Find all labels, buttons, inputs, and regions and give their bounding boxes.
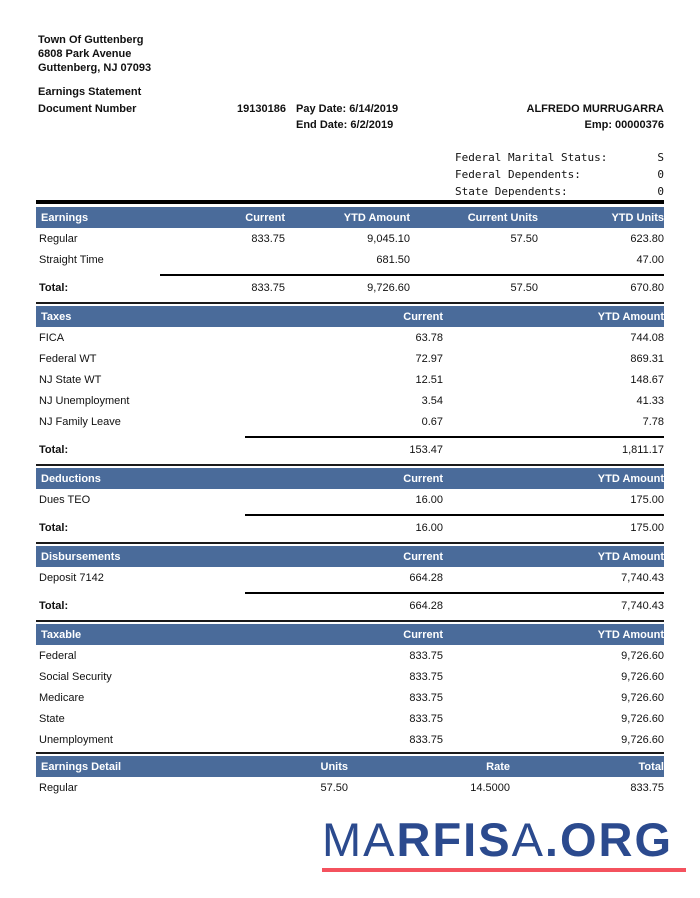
tax-status-row xyxy=(455,166,664,183)
column-header: Current xyxy=(403,310,443,323)
cell-value: 833.75 xyxy=(630,781,664,794)
tax-status-label: Federal Marital Status: xyxy=(455,151,608,164)
table-section-disbursements xyxy=(36,542,664,618)
cell-value: 41.33 xyxy=(636,394,664,407)
logo-segment: MA xyxy=(322,813,397,866)
table-section-taxes xyxy=(36,302,664,462)
company-address-block xyxy=(38,33,151,75)
total-label: Total: xyxy=(39,282,69,294)
row-label: Deposit 7142 xyxy=(39,571,104,584)
tax-status-row xyxy=(455,149,664,166)
table-row xyxy=(36,390,664,411)
table-header-bar xyxy=(36,756,664,777)
row-label: Social Security xyxy=(39,670,112,683)
column-header: YTD Units xyxy=(611,211,664,224)
row-label: Dues TEO xyxy=(39,493,91,506)
table-row xyxy=(36,729,664,750)
total-value: 9,726.60 xyxy=(367,282,410,294)
column-header: YTD Amount xyxy=(343,211,410,224)
total-value: 833.75 xyxy=(251,282,285,294)
table-section-taxable xyxy=(36,620,664,750)
total-label: Total: xyxy=(39,444,69,456)
table-row xyxy=(36,666,664,687)
table-title: Earnings Detail xyxy=(41,760,122,773)
total-value: 16.00 xyxy=(415,522,443,534)
total-value: 670.80 xyxy=(630,282,664,294)
table-topline-rule xyxy=(36,302,664,304)
total-value: 664.28 xyxy=(409,600,443,612)
total-value: 175.00 xyxy=(630,522,664,534)
cell-value: 9,726.60 xyxy=(621,670,664,683)
logo-text xyxy=(322,814,686,866)
tax-status-value: S xyxy=(657,151,664,164)
tax-status-label: State Dependents: xyxy=(455,185,568,198)
total-label: Total: xyxy=(39,522,69,534)
cell-value: 9,726.60 xyxy=(621,691,664,704)
cell-value: 16.00 xyxy=(415,493,443,506)
cell-value: 63.78 xyxy=(415,331,443,344)
cell-value: 57.50 xyxy=(510,232,538,245)
total-row xyxy=(36,438,664,462)
table-row xyxy=(36,327,664,348)
tax-status-value: 0 xyxy=(657,185,664,198)
row-label: NJ Family Leave xyxy=(39,415,121,428)
cell-value: 14.5000 xyxy=(470,781,510,794)
row-label: Regular xyxy=(39,781,78,794)
table-title: Deductions xyxy=(41,472,101,485)
tax-status-label: Federal Dependents: xyxy=(455,168,581,181)
cell-value: 744.08 xyxy=(630,331,664,344)
row-label: NJ State WT xyxy=(39,373,102,386)
column-header: YTD Amount xyxy=(597,550,664,563)
cell-value: 148.67 xyxy=(630,373,664,386)
total-row xyxy=(36,516,664,540)
cell-value: 869.31 xyxy=(630,352,664,365)
table-title: Taxable xyxy=(41,628,82,641)
company-address-line2: Guttenberg, NJ 07093 xyxy=(38,62,152,74)
cell-value: 833.75 xyxy=(251,232,285,245)
table-topline-rule xyxy=(36,620,664,622)
cell-value: 47.00 xyxy=(636,253,664,266)
logo-segment: RFIS xyxy=(396,813,512,866)
table-row xyxy=(36,645,664,666)
table-topline-rule xyxy=(36,464,664,466)
section-separator-rule xyxy=(36,200,664,204)
column-header: Rate xyxy=(486,760,510,773)
row-label: NJ Unemployment xyxy=(39,394,130,407)
table-topline-rule xyxy=(36,752,664,754)
footer-logo xyxy=(322,814,686,872)
table-title: Earnings xyxy=(41,211,89,224)
table-row xyxy=(36,489,664,510)
table-title: Taxes xyxy=(41,310,72,323)
document-number-value: 19130186 xyxy=(237,103,286,115)
cell-value: 833.75 xyxy=(409,649,443,662)
row-label: Medicare xyxy=(39,691,85,704)
column-header: YTD Amount xyxy=(597,472,664,485)
table-section-earnings_detail xyxy=(36,752,664,798)
table-row xyxy=(36,249,664,270)
table-row xyxy=(36,777,664,798)
column-header: Current xyxy=(245,211,285,224)
cell-value: 175.00 xyxy=(630,493,664,506)
row-label: State xyxy=(39,712,65,725)
cell-value: 833.75 xyxy=(409,670,443,683)
column-header: Current xyxy=(403,472,443,485)
row-label: Straight Time xyxy=(39,253,104,266)
tax-status-value: 0 xyxy=(657,168,664,181)
column-header: YTD Amount xyxy=(597,310,664,323)
cell-value: 623.80 xyxy=(630,232,664,245)
cell-value: 3.54 xyxy=(421,394,443,407)
tax-status-row xyxy=(455,183,664,200)
cell-value: 681.50 xyxy=(376,253,410,266)
statement-title: Earnings Statement xyxy=(38,86,142,98)
cell-value: 57.50 xyxy=(320,781,348,794)
logo-segment: A xyxy=(511,813,545,866)
end-date: End Date: 6/2/2019 xyxy=(296,119,394,131)
row-label: FICA xyxy=(39,331,65,344)
cell-value: 12.51 xyxy=(415,373,443,386)
document-number-label: Document Number xyxy=(38,103,137,115)
cell-value: 664.28 xyxy=(409,571,443,584)
employee-name: ALFREDO MURRUGARRA xyxy=(526,103,664,115)
cell-value: 9,726.60 xyxy=(621,649,664,662)
table-row xyxy=(36,369,664,390)
row-label: Federal WT xyxy=(39,352,97,365)
column-header: Current xyxy=(403,628,443,641)
table-row xyxy=(36,687,664,708)
table-section-earnings xyxy=(36,207,664,300)
row-label: Regular xyxy=(39,232,78,245)
column-header: YTD Amount xyxy=(597,628,664,641)
table-header-bar xyxy=(36,468,664,489)
cell-value: 833.75 xyxy=(409,712,443,725)
table-row xyxy=(36,228,664,249)
logo-segment: .ORG xyxy=(544,813,674,866)
cell-value: 833.75 xyxy=(409,733,443,746)
cell-value: 7.78 xyxy=(642,415,664,428)
statement-tables xyxy=(36,207,664,798)
cell-value: 9,726.60 xyxy=(621,712,664,725)
total-row xyxy=(36,594,664,618)
column-header: Total xyxy=(638,760,664,773)
pay-date: Pay Date: 6/14/2019 xyxy=(296,103,399,115)
company-name: Town Of Guttenberg xyxy=(38,34,144,46)
table-header-bar xyxy=(36,306,664,327)
document-info-row xyxy=(0,103,700,137)
total-row xyxy=(36,276,664,300)
total-value: 7,740.43 xyxy=(621,600,664,612)
table-row xyxy=(36,567,664,588)
table-row xyxy=(36,348,664,369)
employee-number: Emp: 00000376 xyxy=(584,119,664,131)
table-row xyxy=(36,708,664,729)
column-header: Units xyxy=(320,760,348,773)
cell-value: 0.67 xyxy=(421,415,443,428)
company-address-line1: 6808 Park Avenue xyxy=(38,48,132,60)
table-row xyxy=(36,411,664,432)
logo-underline xyxy=(322,868,686,872)
row-label: Unemployment xyxy=(39,733,113,746)
column-header: Current Units xyxy=(467,211,538,224)
table-header-bar xyxy=(36,624,664,645)
total-value: 153.47 xyxy=(409,444,443,456)
cell-value: 7,740.43 xyxy=(621,571,664,584)
cell-value: 72.97 xyxy=(415,352,443,365)
table-header-bar xyxy=(36,207,664,228)
row-label: Federal xyxy=(39,649,77,662)
total-value: 1,811.17 xyxy=(621,444,664,456)
cell-value: 833.75 xyxy=(409,691,443,704)
tax-status-block xyxy=(455,149,664,200)
table-section-deductions xyxy=(36,464,664,540)
table-title: Disbursements xyxy=(41,550,121,563)
table-header-bar xyxy=(36,546,664,567)
cell-value: 9,726.60 xyxy=(621,733,664,746)
table-topline-rule xyxy=(36,542,664,544)
total-value: 57.50 xyxy=(510,282,538,294)
total-label: Total: xyxy=(39,600,69,612)
cell-value: 9,045.10 xyxy=(367,232,410,245)
column-header: Current xyxy=(403,550,443,563)
